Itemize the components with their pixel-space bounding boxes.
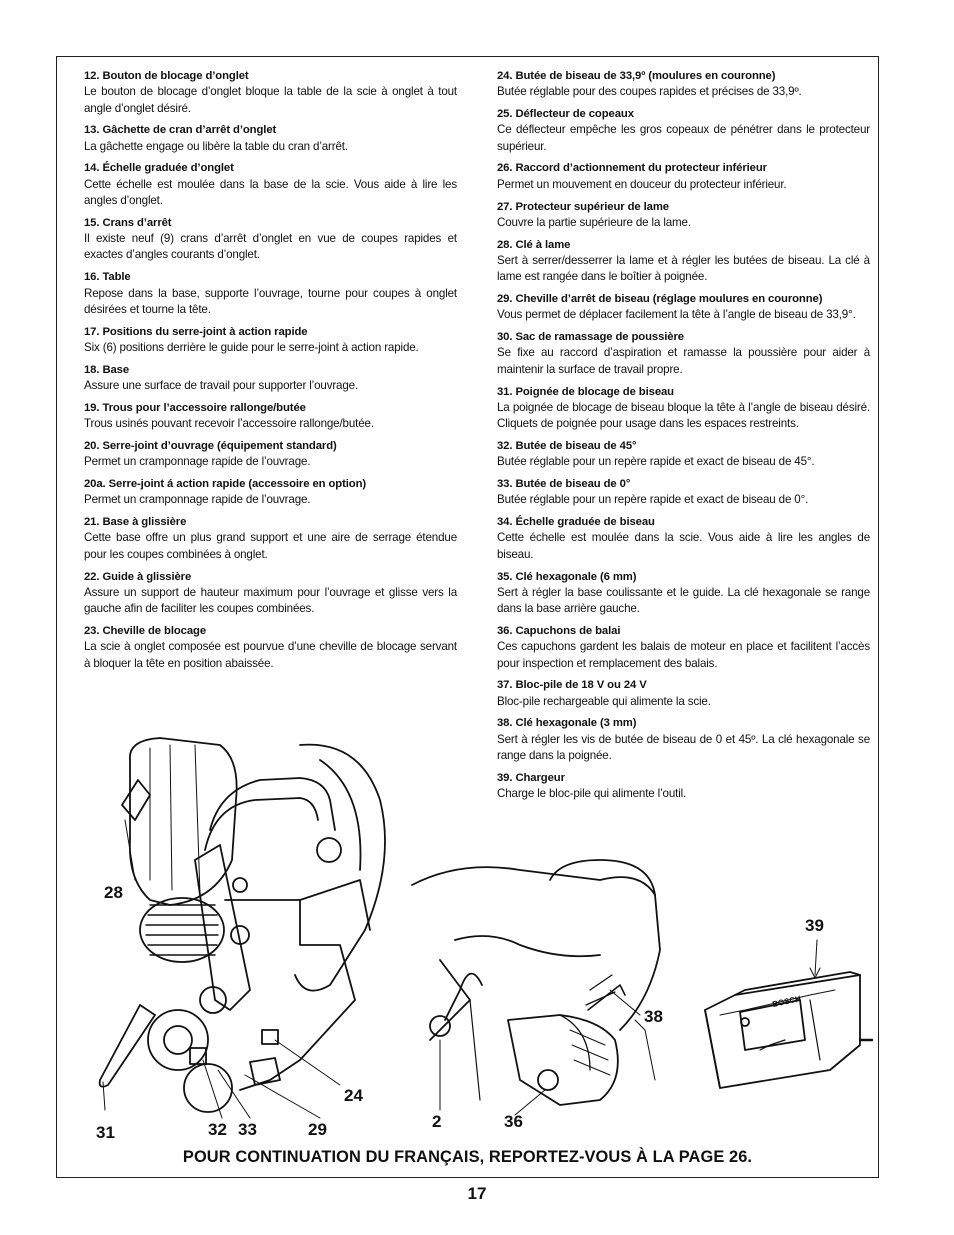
item-description: Charge le bloc-pile qui alimente l’outil. xyxy=(497,787,687,801)
item-title: 15. Crans d’arrêt xyxy=(84,216,172,229)
item-title: 35. Clé hexagonale (6 mm) xyxy=(497,570,637,583)
right-column xyxy=(497,68,870,808)
item-title: 14. Échelle graduée d’onglet xyxy=(84,162,234,175)
item-description: Butée réglable pour des coupes rapides et précises de 33,9º. xyxy=(497,85,802,99)
item-description: Butée réglable pour un repère rapide et exact de biseau de 0°. xyxy=(497,493,809,507)
item-description: Ces capuchons gardent les balais de moteur en place et facilitent l’accès pour inspection et remplacement des balais. xyxy=(497,640,870,670)
callout-32: 32 xyxy=(208,1120,227,1139)
item-description: Sert à serrer/desserrer la lame et à régler les butées de biseau. La clé à lame est rangée dans le boîtier à poignée. xyxy=(497,253,870,284)
item-title: 21. Base à glissière xyxy=(84,516,187,529)
list-item xyxy=(497,106,870,155)
list-item xyxy=(84,569,457,618)
item-description: La scie à onglet composée est pourvue d’une cheville de blocage servant à bloquer la tête en position abaissée. xyxy=(84,640,457,670)
item-description: Assure un support de hauteur maximum pour l’ouvrage et glisse vers la gauche afin de faciliter les coupes combinées. xyxy=(84,585,457,616)
item-title: 38. Clé hexagonale (3 mm) xyxy=(497,717,637,730)
list-item xyxy=(84,400,457,433)
list-item xyxy=(497,329,870,378)
item-description: Se fixe au raccord d’aspiration et ramasse la poussière pour aider à maintenir la surface de travail propre. xyxy=(497,346,870,376)
list-item xyxy=(497,677,870,710)
list-item xyxy=(497,237,870,286)
callout-24: 24 xyxy=(344,1086,363,1105)
charger-brand-label: BOSCH xyxy=(771,994,802,1009)
item-title: 19. Trous pour l’accessoire rallonge/butée xyxy=(84,401,306,414)
item-title: 23. Cheville de blocage xyxy=(84,624,207,637)
list-item xyxy=(84,68,457,117)
item-description: Cette échelle est moulée dans la base de la scie. Vous aide à lire les angles d’onglet. xyxy=(84,177,457,208)
list-item xyxy=(84,122,457,155)
item-title: 17. Positions du serre-joint à action rapide xyxy=(84,325,308,338)
item-description: Permet un mouvement en douceur du protecteur inférieur. xyxy=(497,177,787,191)
item-description: La poignée de blocage de biseau bloque la tête à l’angle de biseau désiré. Cliquets de poignée pour usage dans les espaces restreints. xyxy=(497,400,870,431)
callout-2: 2 xyxy=(432,1112,442,1131)
item-description: Permet un cramponnage rapide de l’ouvrage. xyxy=(84,493,311,507)
list-item xyxy=(497,715,870,764)
item-description: Trous usinés pouvant recevoir l’accessoire rallonge/butée. xyxy=(84,417,374,431)
item-title: 13. Gâchette de cran d’arrêt d’onglet xyxy=(84,124,277,137)
item-title: 33. Butée de biseau de 0° xyxy=(497,478,631,491)
item-description: Il existe neuf (9) crans d’arrêt d’onglet en vue de coupes rapides et exactes d’angles courants d’onglet. xyxy=(84,232,457,262)
callout-31: 31 xyxy=(96,1123,115,1142)
item-description: Permet un cramponnage rapide de l’ouvrage. xyxy=(84,455,311,469)
list-item xyxy=(497,438,870,471)
list-item xyxy=(497,199,870,232)
item-title: 24. Butée de biseau de 33,9º (moulures en couronne) xyxy=(497,70,776,82)
list-item xyxy=(84,269,457,318)
item-title: 22. Guide à glissière xyxy=(84,570,192,583)
item-description: Couvre la partie supérieure de la lame. xyxy=(497,215,691,229)
page-number: 17 xyxy=(467,1184,487,1203)
item-title: 32. Butée de biseau de 45° xyxy=(497,439,637,452)
list-item xyxy=(84,215,457,264)
callout-29: 29 xyxy=(308,1120,327,1139)
list-item xyxy=(497,160,870,193)
item-description: Assure une surface de travail pour supporter l’ouvrage. xyxy=(84,379,359,393)
item-description: Bloc-pile rechargeable qui alimente la scie. xyxy=(497,694,711,708)
item-description: Sert à régler la base coulissante et le guide. La clé hexagonale se range dans la base arrière gauche. xyxy=(497,585,870,616)
callout-33: 33 xyxy=(238,1120,257,1139)
item-title: 25. Déflecteur de copeaux xyxy=(497,108,634,121)
list-item xyxy=(84,438,457,471)
item-description: La gâchette engage ou libère la table du cran d’arrêt. xyxy=(84,139,348,153)
callout-36: 36 xyxy=(504,1112,523,1131)
list-item xyxy=(497,476,870,509)
item-title: 26. Raccord d’actionnement du protecteur inférieur xyxy=(497,162,767,175)
item-description: Butée réglable pour un repère rapide et exact de biseau de 45°. xyxy=(497,455,815,469)
item-description: Sert à régler les vis de butée de biseau de 0 et 45º. La clé hexagonale se range dans la poignée. xyxy=(497,732,870,762)
item-title: 16. Table xyxy=(84,271,131,284)
item-description: Repose dans la base, supporte l’ouvrage, tourne pour coupes à onglet désirées et tourne la tête. xyxy=(84,286,457,316)
item-title: 39. Chargeur xyxy=(497,771,565,784)
list-item xyxy=(84,324,457,357)
list-item xyxy=(497,514,870,563)
item-description: Six (6) positions derrière le guide pour le serre-joint à action rapide. xyxy=(84,340,419,354)
item-description: Cette échelle est moulée dans la scie. Vous aide à lire les angles de biseau. xyxy=(497,531,870,561)
item-title: 12. Bouton de blocage d’onglet xyxy=(84,70,249,82)
item-title: 34. Échelle graduée de biseau xyxy=(497,516,655,529)
list-item xyxy=(497,384,870,433)
item-description: Le bouton de blocage d’onglet bloque la table de la scie à onglet à tout angle d’onglet désiré. xyxy=(84,85,457,115)
callout-38: 38 xyxy=(644,1007,663,1026)
item-title: 29. Cheville d’arrêt de biseau (réglage moulures en couronne) xyxy=(497,293,823,306)
item-description: Cette base offre un plus grand support et une aire de serrage étendue pour les coupes combinées à onglet. xyxy=(84,531,457,561)
list-item xyxy=(84,514,457,563)
item-title: 20. Serre-joint d’ouvrage (équipement standard) xyxy=(84,439,337,452)
list-item xyxy=(497,623,870,672)
item-title: 37. Bloc-pile de 18 V ou 24 V xyxy=(497,679,647,692)
list-item xyxy=(84,160,457,209)
item-description: Ce déflecteur empêche les gros copeaux de pénétrer dans le protecteur supérieur. xyxy=(497,123,870,153)
list-item xyxy=(84,623,457,672)
item-title: 27. Protecteur supérieur de lame xyxy=(497,200,669,213)
list-item xyxy=(84,476,457,509)
list-item xyxy=(497,68,870,101)
item-title: 18. Base xyxy=(84,363,130,376)
callout-39: 39 xyxy=(805,916,824,935)
callout-28: 28 xyxy=(104,883,123,902)
item-title: 31. Poignée de blocage de biseau xyxy=(497,385,674,398)
item-title: 20a. Serre-joint á action rapide (accessoire en option) xyxy=(84,478,367,491)
item-title: 28. Clé à lame xyxy=(497,238,571,251)
left-column xyxy=(84,68,457,677)
item-title: 36. Capuchons de balai xyxy=(497,624,621,637)
list-item xyxy=(84,362,457,395)
item-description: Vous permet de déplacer facilement la tête à l’angle de biseau de 33,9°. xyxy=(497,308,856,322)
item-title: 30. Sac de ramassage de poussière xyxy=(497,331,684,344)
list-item xyxy=(497,291,870,324)
continuation-note: POUR CONTINUATION DU FRANÇAIS, REPORTEZ-VOUS À LA PAGE 26. xyxy=(182,1148,753,1166)
list-item xyxy=(497,770,870,803)
list-item xyxy=(497,569,870,618)
